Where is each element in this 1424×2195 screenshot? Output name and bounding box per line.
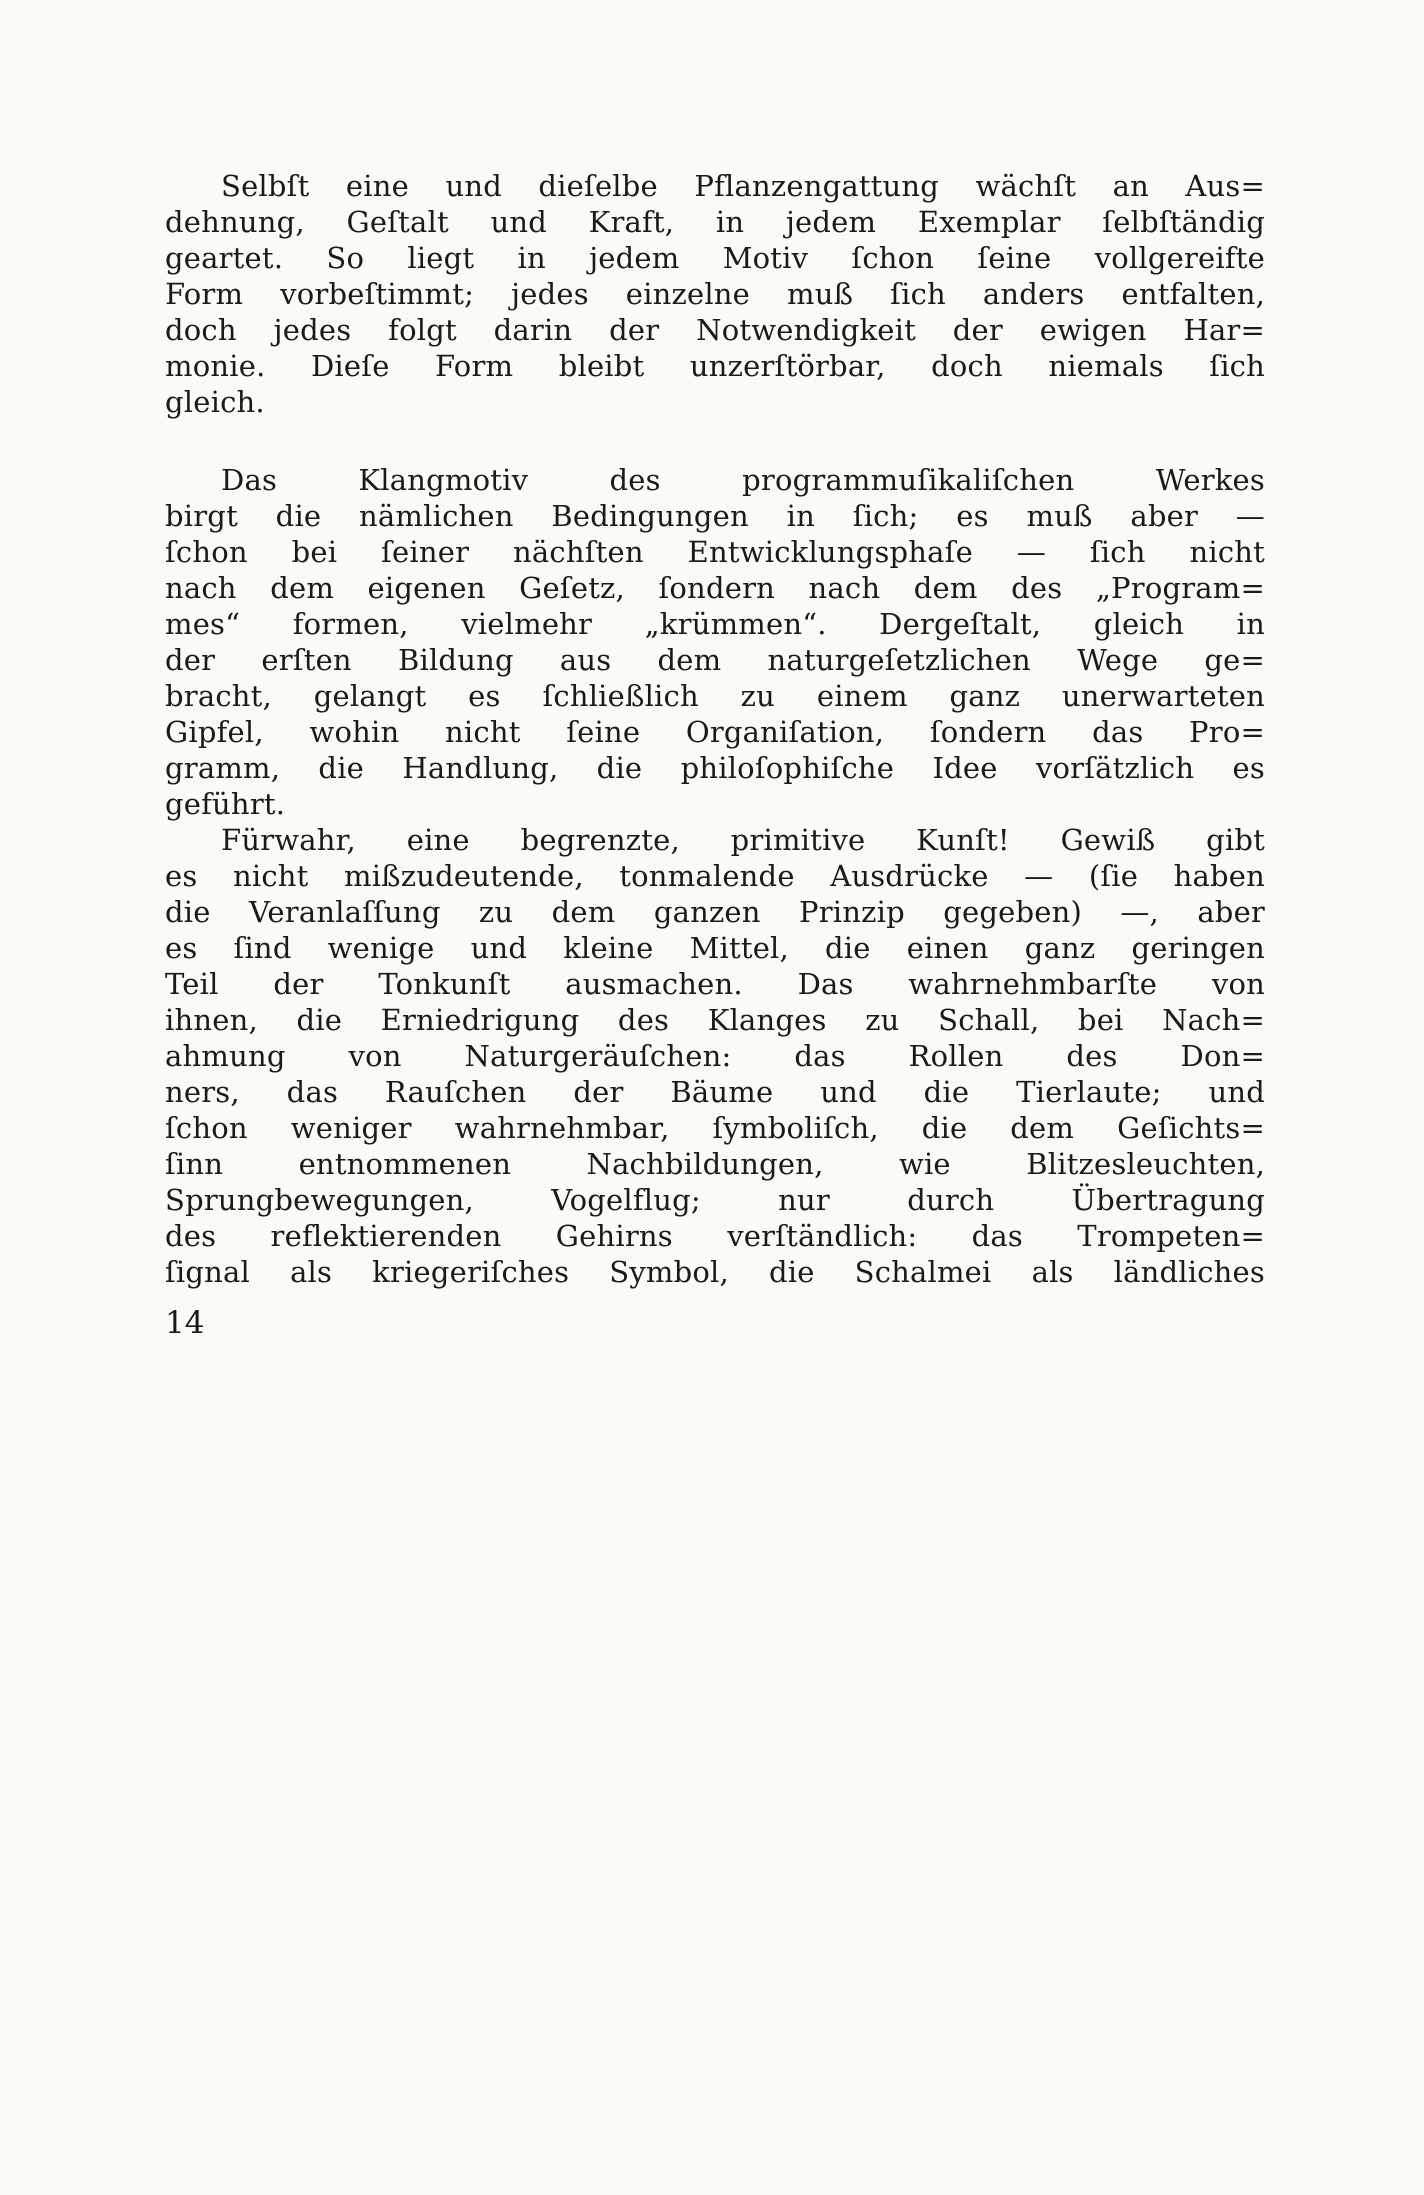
text-line: gleich.	[165, 385, 265, 419]
paragraph	[165, 168, 1265, 420]
text-line: ſinn entnommenen Nachbildungen, wie Blitzesleuchten,	[165, 1147, 1265, 1181]
text-line: mes“ formen, vielmehr „krümmen“. Dergeſtalt, gleich in	[165, 607, 1265, 641]
text-line: ſchon weniger wahrnehmbar, ſymboliſch, die dem Geſichts=	[165, 1111, 1265, 1145]
text-line: ahmung von Naturgeräuſchen: das Rollen des Don=	[165, 1039, 1265, 1073]
text-line: Fürwahr, eine begrenzte, primitive Kunſt! Gewiß gibt	[221, 823, 1265, 857]
text-line: die Veranlaſſung zu dem ganzen Prinzip gegeben) —, aber	[165, 895, 1265, 929]
text-line: monie. Dieſe Form bleibt unzerſtörbar, doch niemals ſich	[165, 349, 1265, 383]
text-line: Das Klangmotiv des programmuſikaliſchen Werkes	[221, 463, 1265, 497]
text-line: ihnen, die Erniedrigung des Klanges zu Schall, bei Nach=	[165, 1003, 1265, 1037]
text-line: dehnung, Geſtalt und Kraft, in jedem Exemplar ſelbſtändig	[165, 205, 1265, 239]
text-line: Gipfel, wohin nicht ſeine Organiſation, ſondern das Pro=	[165, 715, 1265, 749]
text-line: der erſten Bildung aus dem naturgeſetzlichen Wege ge=	[165, 643, 1265, 677]
text-line: birgt die nämlichen Bedingungen in ſich; es muß aber —	[165, 499, 1265, 533]
text-line: des reflektierenden Gehirns verſtändlich: das Trompeten=	[165, 1219, 1265, 1253]
text-line: Form vorbeſtimmt; jedes einzelne muß ſich anders entfalten,	[165, 277, 1265, 311]
page-number: 14	[165, 1305, 205, 1341]
text-line: geführt.	[165, 787, 286, 821]
text-line: ſignal als kriegeriſches Symbol, die Schalmei als ländliches	[165, 1255, 1265, 1289]
text-line: es ſind wenige und kleine Mittel, die einen ganz geringen	[165, 931, 1265, 965]
text-line: nach dem eigenen Geſetz, ſondern nach dem des „Program=	[165, 571, 1265, 605]
paragraph	[165, 462, 1265, 822]
text-line: es nicht mißzudeutende, tonmalende Ausdrücke — (ſie haben	[165, 859, 1265, 893]
text-line: Teil der Tonkunſt ausmachen. Das wahrnehmbarſte von	[165, 967, 1265, 1001]
text-line: bracht, gelangt es ſchließlich zu einem ganz unerwarteten	[165, 679, 1265, 713]
text-line: gramm, die Handlung, die philoſophiſche Idee vorſätzlich es	[165, 751, 1265, 785]
text-line: geartet. So liegt in jedem Motiv ſchon ſeine vollgereifte	[165, 241, 1265, 275]
text-line: Selbſt eine und dieſelbe Pflanzengattung wächſt an Aus=	[221, 169, 1265, 203]
text-line: doch jedes folgt darin der Notwendigkeit der ewigen Har=	[165, 313, 1265, 347]
text-line: Sprungbewegungen, Vogelflug; nur durch Übertragung	[165, 1183, 1265, 1217]
text-line: ſchon bei ſeiner nächſten Entwicklungsphaſe — ſich nicht	[165, 535, 1265, 569]
text-line: ners, das Rauſchen der Bäume und die Tierlaute; und	[165, 1075, 1265, 1109]
paragraph	[165, 822, 1265, 1290]
page-text	[165, 168, 1265, 1290]
